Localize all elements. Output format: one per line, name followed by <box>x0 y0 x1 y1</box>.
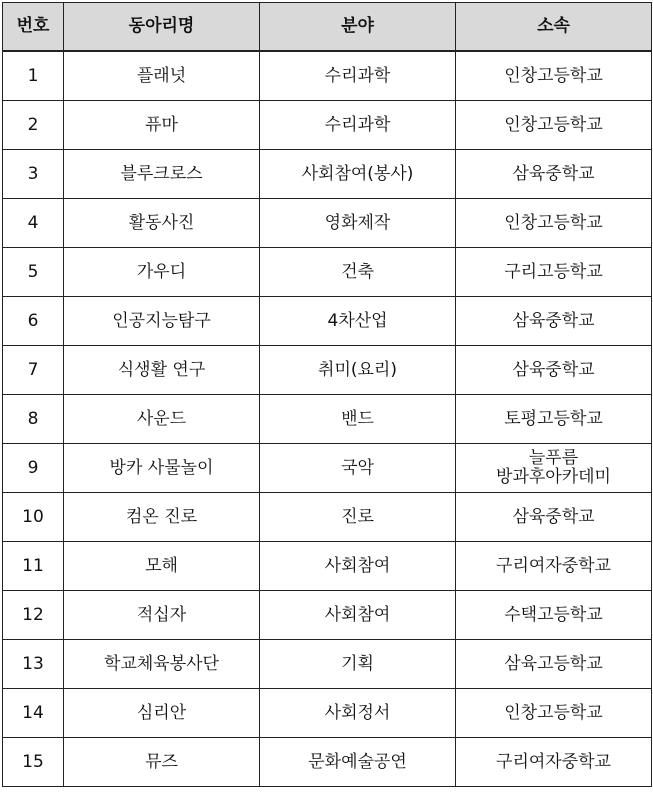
table-row <box>3 395 652 444</box>
cell-field: 사회참여 <box>260 591 456 640</box>
table-row <box>3 51 652 101</box>
table-row <box>3 346 652 395</box>
header-field: 분야 <box>260 3 456 52</box>
cell-number: 1 <box>3 51 64 101</box>
cell-club-name: 퓨마 <box>64 101 260 150</box>
cell-number: 14 <box>3 689 64 738</box>
cell-number: 8 <box>3 395 64 444</box>
cell-affiliation: 구리여자중학교 <box>456 542 652 591</box>
cell-club-name: 모해 <box>64 542 260 591</box>
cell-affiliation: 인창고등학교 <box>456 51 652 101</box>
table-row <box>3 689 652 738</box>
table-header <box>3 3 652 52</box>
header-number: 번호 <box>3 3 64 52</box>
cell-affiliation: 삼육중학교 <box>456 150 652 199</box>
cell-club-name: 식생활 연구 <box>64 346 260 395</box>
cell-field: 사회참여(봉사) <box>260 150 456 199</box>
cell-affiliation: 삼육고등학교 <box>456 640 652 689</box>
cell-number: 13 <box>3 640 64 689</box>
table-row <box>3 640 652 689</box>
cell-club-name: 플래넛 <box>64 51 260 101</box>
table-row <box>3 738 652 787</box>
table-row <box>3 297 652 346</box>
cell-number: 7 <box>3 346 64 395</box>
cell-club-name: 컴온 진로 <box>64 493 260 542</box>
cell-field: 진로 <box>260 493 456 542</box>
cell-number: 9 <box>3 444 64 493</box>
cell-number: 6 <box>3 297 64 346</box>
cell-affiliation: 토평고등학교 <box>456 395 652 444</box>
table-row <box>3 591 652 640</box>
table-row <box>3 101 652 150</box>
cell-affiliation: 구리고등학교 <box>456 248 652 297</box>
header-row <box>3 3 652 52</box>
cell-affiliation: 수택고등학교 <box>456 591 652 640</box>
cell-affiliation: 삼육중학교 <box>456 493 652 542</box>
table-row <box>3 199 652 248</box>
cell-number: 2 <box>3 101 64 150</box>
cell-field: 밴드 <box>260 395 456 444</box>
header-club-name: 동아리명 <box>64 3 260 52</box>
cell-field: 수리과학 <box>260 101 456 150</box>
table-row <box>3 444 652 493</box>
table-body <box>3 51 652 787</box>
table-row <box>3 248 652 297</box>
cell-affiliation: 늘푸름 방과후아카데미 <box>456 444 652 493</box>
cell-club-name: 적십자 <box>64 591 260 640</box>
cell-affiliation: 삼육중학교 <box>456 346 652 395</box>
cell-number: 15 <box>3 738 64 787</box>
cell-club-name: 가우디 <box>64 248 260 297</box>
cell-field: 건축 <box>260 248 456 297</box>
cell-number: 10 <box>3 493 64 542</box>
cell-field: 영화제작 <box>260 199 456 248</box>
cell-affiliation: 인창고등학교 <box>456 689 652 738</box>
cell-club-name: 방카 사물놀이 <box>64 444 260 493</box>
cell-number: 4 <box>3 199 64 248</box>
club-table <box>2 2 652 787</box>
header-affiliation: 소속 <box>456 3 652 52</box>
cell-club-name: 학교체육봉사단 <box>64 640 260 689</box>
cell-field: 사회참여 <box>260 542 456 591</box>
cell-affiliation: 인창고등학교 <box>456 101 652 150</box>
cell-field: 취미(요리) <box>260 346 456 395</box>
table-row <box>3 150 652 199</box>
cell-affiliation: 인창고등학교 <box>456 199 652 248</box>
cell-number: 5 <box>3 248 64 297</box>
table-row <box>3 542 652 591</box>
cell-field: 국악 <box>260 444 456 493</box>
cell-club-name: 심리안 <box>64 689 260 738</box>
cell-field: 사회정서 <box>260 689 456 738</box>
cell-club-name: 블루크로스 <box>64 150 260 199</box>
cell-club-name: 활동사진 <box>64 199 260 248</box>
cell-number: 3 <box>3 150 64 199</box>
cell-field: 수리과학 <box>260 51 456 101</box>
cell-field: 문화예술공연 <box>260 738 456 787</box>
cell-affiliation: 구리여자중학교 <box>456 738 652 787</box>
table-row <box>3 493 652 542</box>
cell-club-name: 인공지능탐구 <box>64 297 260 346</box>
cell-field: 4차산업 <box>260 297 456 346</box>
cell-number: 12 <box>3 591 64 640</box>
cell-club-name: 뮤즈 <box>64 738 260 787</box>
cell-club-name: 사운드 <box>64 395 260 444</box>
cell-field: 기획 <box>260 640 456 689</box>
cell-number: 11 <box>3 542 64 591</box>
cell-affiliation: 삼육중학교 <box>456 297 652 346</box>
